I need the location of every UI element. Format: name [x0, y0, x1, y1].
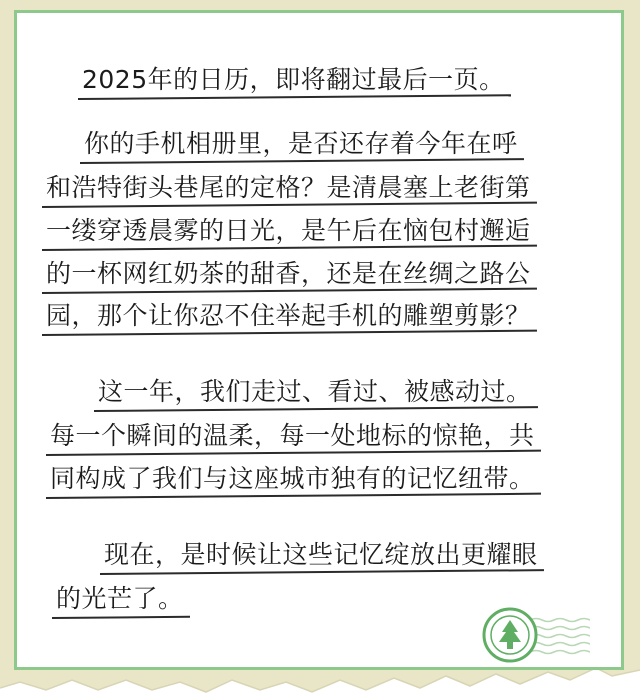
postmark-wavy-lines: [530, 619, 590, 654]
paragraph-1-line-3: 一缕穿透晨雾的日光，是午后在恼包村邂逅: [46, 216, 531, 245]
paragraph-3-line-2: 的光芒了。: [56, 584, 184, 613]
paragraph-2-line-3: 同构成了我们与这座城市独有的记忆纽带。: [50, 464, 535, 493]
paragraph-1-line-4: 的一杯网红奶茶的甜香，还是在丝绸之路公: [46, 259, 531, 288]
paragraph-1-line-2: 和浩特街头巷尾的定格？是清晨塞上老街第: [46, 173, 531, 202]
letter-title: 2025年的日历，即将翻过最后一页。: [82, 65, 505, 94]
paragraph-2-line-1: 这一年，我们走过、看过、被感动过。: [98, 377, 532, 406]
postmark-stamp: [480, 604, 590, 666]
paragraph-3-line-1: 现在，是时候让这些记忆绽放出更耀眼: [104, 540, 538, 569]
paragraph-1-line-1: 你的手机相册里，是否还存着今年在呼: [84, 129, 518, 158]
paragraph-1-line-5: 园，那个让你忍不住举起手机的雕塑剪影？: [46, 301, 531, 330]
paragraph-2-line-2: 每一个瞬间的温柔，每一处地标的惊艳，共: [50, 421, 535, 450]
